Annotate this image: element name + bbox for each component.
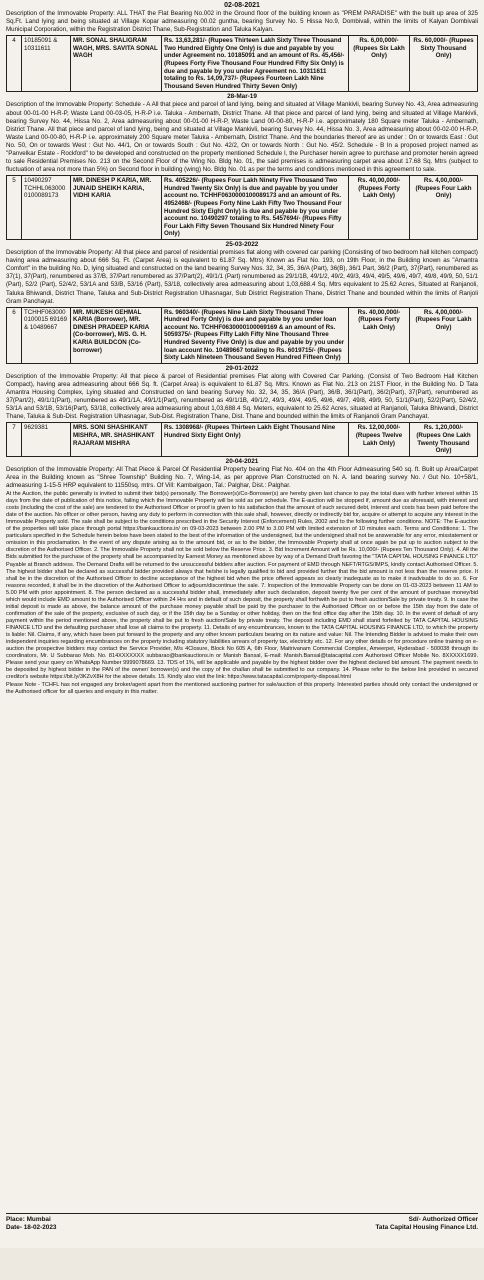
borrower-names: MRS. SONI SHASHIKANT MISHRA, MR. SHASHIKANT RAJARAM MISHRA: [71, 423, 162, 456]
reserve-price: Rs. 12,00,000/- (Rupees Twelve Lakh Only): [349, 423, 410, 456]
row-number: 6: [7, 307, 22, 363]
signatory-title: Sd/- Authorized Officer: [408, 1216, 478, 1223]
signatory-company: Tata Capital Housing Finance Ltd.: [375, 1224, 478, 1231]
row-number: 4: [7, 36, 22, 92]
account-table-row-4: [6, 35, 478, 92]
place-label: Place: Mumbai: [6, 1216, 51, 1223]
earnest-money: Rs. 4,00,000/- (Rupees Four Lakh Only): [410, 307, 478, 363]
signatory-block: [376, 1216, 479, 1232]
reserve-price: Rs. 6,00,000/- (Rupees Six Lakh Only): [349, 36, 410, 92]
reserve-price: Rs. 40,00,000/- (Rupees Forty Lakh Only): [349, 176, 410, 240]
date-label: Date- 18-02-2023: [6, 1224, 57, 1231]
reserve-price: Rs. 40,00,000/- (Rupees Forty Lakh Only): [349, 307, 410, 363]
place-date-block: [6, 1216, 56, 1232]
row-number: 7: [7, 423, 22, 456]
property-description-4: Description of the Immovable Property: All that piece & parcel of Residential premises Flat along with Covered Car Parking. (Consist of Two Bedroom Hall Kitchen Compact), having area admeasuring about 666 Sq. ft. (Carpet Area) is equivalent to 61.87 Sq. Mtrs. Known as Flat No. 213 on 21ST Floor, in the Building No. D Tata Amantra Housing Complex, Lying situated and Constructed on land bearing Survey No. 32, 34, 35, 36/A (Part), 36/B, 36/1(Part), 36/2(Part), 37(Part), renumbered as 37(Part/2), 49/1/1(Part), renumbered as 49/1/1A, 49/1/1(Part), renumbered as 49/1/1B, 49/1/2, 49/3, 49/4, 49/5, 49/6, 49/7, 49/8, 49/9, 50, 51/1(Part), 52/2(Part), 52/4/2, 53/1A and 53/1B, 53/16(Part), 53/18, collectively area admeasuring about 1,03,688.4 Sq. Meters, equivalent to 25.62 Acres, situated at Ranjanoli, Taluka Bhiwandi, District Thane, Taluka & Sub-Dist. Registration Ulhasnagar, Sub-Dist. Registration Thane, Dist. Thane and bounded within the limits of Ranjanoli Gram Panchayat.: [6, 372, 478, 421]
auction-terms: At the Auction, the public generally is invited to submit their bid(s) personally. The Borrower(s)/Co-Borrower(s) are hereby given last chance to pay the total dues with further interest within 15 days from the date of publication of this notice, failing which the Immovable Property will be sold as per schedule. The E-auction will be stopped if, amount due as aforesaid, with interest and costs (including the cost of the sale) are tendered to the Authorised Officer or proof is given to his satisfaction that the amount of such secured debt, interest and costs has been paid before the date of the auction. No officer or other person, having any duty to perform in connection with this sale shall, however, directly or indirectly bid for, acquire or attempt to acquire any interest in the Immovable Property sold. The sale shall be subject to the conditions prescribed in the Security Interest (Enforcement) Rules, 2002 and to the following further conditions. NOTE: The E-auction of the properties will take place through portal https://bankauctions.in/ on 09-03-2023 between 2.00 PM to 3.00 PM with limited extension of 10 minutes each. Terms and Conditions: 1. The particulars specified in the Schedule herein below have been stated to the best of the information of the undersigned, but the undersigned shall not be answerable for any error, misstatement or omission in this proclamation. In the event of any dispute arising as to the amount bid, or as to the bidder, the Immovable Property shall at once again be put up to auction subject to the discretion of the Authorised Officer. 2. The Immovable Property shall not be sold below the Reserve Price. 3. Bid Increment Amount will be Rs. 10,000/- (Rupees Ten Thousand Only). 4. All the Bids submitted for the purchase of the property shall be accompanied by Earnest Money as mentioned above by way of a Demand Draft favoring the "TATA CAPITAL HOUSING FINANCE LTD" Payable at Branch address. The Demand Drafts will be returned to the unsuccessful bidders after auction. For payment of EMD through NEFT/RTGS/IMPS, kindly contact Authorised Officer. 5. The highest bidder shall be declared as successful bidder provided always that he/she is legally qualified to bid and provided further that the bid amount is not less than the reserve price. It shall be in the discretion of the Authorised Officer to decline acceptance of the highest bid when the price offered appears so clearly inadequate as to make it inadvisable to do so. 6. For reasons recorded, it shall be in the discretion of the Authorised Officer to adjourn/discontinue the sale. 7. Inspection of the Immovable Property can be done on 01-03-2023 between 11 AM to 5.00 PM with prior appointment. 8. The person declared as a successful bidder shall, immediately after such declaration, deposit twenty five per cent of the amount of purchase money/bid which would include EMD amount to the Authorised Officer within 24 Hrs and in default of such deposit, the property shall forthwith be put to fresh auction/Sale by private treaty. 9. In case the initial deposit is made as above, the balance amount of the purchase money payable shall be paid by the purchaser to the Authorised Officer on or before the 15th day from the date of confirmation of the sale of the property, exclusive of such day, or if the 15th day be a Sunday or other holiday, then on the first office day after the 15th day. 10. In the event of default of any payment within the period mentioned above, the property shall be put to fresh auction/Sale by private treaty. The deposit including EMD shall stand forfeited by TATA CAPITAL HOUSING FINANCE LTD and the defaulting purchaser shall lose all claims to the property. 11. Details of any encumbrances, known to the TATA CAPITAL HOUSING FINANCE LTD, to which the property is liable: Nil. Claims, if any, which have been put forward to the property and any other known particulars bearing on its nature and value: Nil. The Intending Bidder is advised to make their own independent inquiries regarding encumbrances on the property including statutory liabilities arrears of property tax, electricity etc. 12. For any other details or for procedure online training on e-auction the prospective bidders may contact the Service Provider, M/s 4Closure, Block No 605 A, 6th Floor, Maitrivanam Commercial Complex, Ameerpet, Hyderabad - 500038 through its coordinators, Mr. U Subbarao Mob. No. 814XXXXXXX subbarao@bankauctions.in or Manish Bansal, E-mail: Manish.Bansal@tatacapital.com Authorised Officer Mobile No. 8XXXXX1699. Please send your query on WhatsApp Number 9999078669. 13. TDS of 1%, will be applicable and payable by the highest bidder over the highest declared bid amount. The payment needs to be deposited by highest bidder in the PAN of the owner/ borrower(s) and the copy of the challan shall be submitted to our company. 14. Please refer to the below link provided in secured creditor's website https://bit.ly/3KZvX8H for the above details. 15. Kindly also visit the link: https://www.tatacapital.com/property-disposal.html: [6, 491, 478, 681]
demand-amount: Rs. 960340/- (Rupees Nine Lakh Sixty Thousand Three Hundred Forty Only) is due and payable by you under loan account No. TCHHF0630000100069169 & an amount of Rs. 5059375/- (Rupees Fifty Lakh Fifty Nine Thousand Three Hundred Seventy Five Only) is due and payable by you under loan account No. 10489667 totaling to Rs. 6019715/- (Rupees Sixty Lakh Nineteen Thousand Seven Hundred Fifteen Only): [162, 307, 349, 363]
top-date: 02-08-2021: [224, 2, 260, 9]
earnest-money: Rs. 1,20,000/- (Rupees One Lakh Twenty Thousand Only): [410, 423, 478, 456]
loan-account-number: 10490297 TCHHL0630000100089173: [22, 176, 71, 240]
account-table-row-6: [6, 307, 478, 364]
loan-account-number: 10185091 & 10311611: [22, 36, 71, 92]
property-description-2: Description of the Immovable Property: Schedule - A All that piece and parcel of land lying, being and situated at Village Mankivli, bearing Survey No. 43, Area admeasuring about 00-01-00 H-R-P, Waste Land 00-03-05, H-R-P i.e. Taluka - Ambernath, District Thane. All that piece and parcel of land lying, being and situated at Village Mankivli, bearing Survey No. 44, Hissa No. 2, Area admeasuring about 00-01-00 H-R-P, Waste Land 00-00-80, H-R-P i.e. approximately 180 Square meter Taluka - Ambernath, District Thane. All that piece and parcel of land lying, being and situated at Village Mankivli, bearing Survey No. 44, Hissa No. 3, Area admeasuring about 00-02-00 H-R-P, Waste Land 00-00-80, H-R-P i.e. approximately 200 Square meter Taluka - Ambernath, District Thane. And the boundaries thereof are as under : On or towards East : Gut No. 50, On or towards West : Gut No. 44/1, On or towards South : Gut No. 42/2, On or towards North : Gut No. 45/2. Schedule - B In a proposed project named as "Panvelkar Estate - Rockford" to be developed and constructed on the property mentioned Schedule I, the Purchaser herein agree to purchase and promoter herein agreed to sale Residential Premises No. 213 on the Second Floor of the Wing No. Bldg No. 01, the said premises is admeasuring carpet area about 17.68 Sq. Mtrs (subject to fluctuation of area not more than 5%) on Second floor in building (wing) No. Bldg No. 01 as per the terms and conditions mentioned in this agreement to sale.: [6, 101, 478, 174]
table-row: [7, 423, 478, 456]
account-table-row-7: [6, 422, 478, 456]
property-description-5: Description of the Immovable Property: All That Piece & Parcel Of Residential Property bearing Flat No. 404 on the 4th Floor Admeasuring 540 sq. ft. Built up Area/Carpet Area in the Building known as "Shree Township" Building No. 7, Wing-14, as per approve Plan Constructed on N. A. land bearing survey No. / Gut No. 10+58/1, admeasuring 1-15-5 HRP equivalent to 11550sq. mtrs. Of Vill: Kambalgaon, Tal.: Palghar, Dist.: Palghar.: [6, 465, 478, 489]
earnest-money: Rs. 60,000/- (Rupees Sixty Thousand Only): [410, 36, 478, 92]
demand-notice-date: 28-Mar-19: [227, 93, 257, 101]
please-note: Please Note - TCHFL has not engaged any broker/agent apart from the mentioned auctioning partner for sale/auction of this property. Interested parties should only contact the undersigned or the Authorised officer for all queries and enquiry in this matter.: [6, 682, 478, 696]
demand-amount: Rs. 1308968/- (Rupees Thirteen Lakh Eight Thousand Nine Hundred Sixty Eight Only): [162, 423, 349, 456]
earnest-money: Rs. 4,00,000/- (Rupees Four Lakh Only): [410, 176, 478, 240]
demand-notice-date: 25-03-2022: [225, 241, 259, 249]
borrower-names: MR. MUKESH GEHMAL KARIA (Borrower), MR. DINESH PRADEEP KARIA (Co-borrower), M/S. G. H. KARIA BUILDCON (Co-borrower): [71, 307, 162, 363]
property-description-1: Description of the Immovable Property: ALL THAT the Flat Bearing No.002 in the Ground floor of the building known as "PREM PARADISE" with the built up area of 325 Sq.Ft. Land lying and being situated at Village Kopar admeasuring 00.02 guntha, bearing Survey No. 5 Hissa No.9, Dombivali, within the limits of Kalyan Dombivali Municipal Corporation, within the Registration District Thane, Sub-Registration and Taluka Kalyan.: [6, 10, 478, 34]
loan-account-number: 9629381: [22, 423, 71, 456]
account-table-row-5: [6, 175, 478, 240]
page-bottom-margin: [0, 1248, 484, 1280]
borrower-names: MR. DINESH P KARIA, MR. JUNAID SHEIKH KARIA, VIDHI KARIA: [71, 176, 162, 240]
demand-amount: Rs. 13,63,281/- (Rupees Thirteen Lakh Sixty Three Thousand Two Hundred Eighty One Only) is due and payable by you under Agreement no. 10185091 and an amount of Rs. 45,456/- (Rupees Forty Five Thousand Four Hundred Fifty Six Only) is due and payable by you under Agreement no. 10311611 totaling to Rs. 14,09,737/- (Rupees Fourteen Lakh Nine Thousand Seven Hundred Thirty Seven Only): [162, 36, 349, 92]
property-description-3: Description of the Immovable Property: All that piece and parcel of residential premises flat along with covered car parking (Consisting of two bedroom hall kitchen compact) having area admeasuring about 666 Sq. Ft. (Carpet Area) is equivalent to 61.87 Sq. Mtrs) Known as Flat No. 193, on 19th Floor, in the Building known as "Amantra Comfort" in the building No. D, lying situated and constructed on the land bearing Survey Nos. 32, 34, 35, 36/A (Part), 36(B), 36/1 Part, 36/2 (Part), 37(Part), renumbered as 37(1), 37(Part), renumbered as 37/B, 37/Part renumbered as 37/Part(2), 49/1/1 (Part) renumbered as 29/1/1B, 49/1/2, 49/2, 49/3, 49/4, 49/5, 49/6, 49/7, 49/8, 49/9, 50, 51/1 (Part), 52/2 (Part), 52/4/2, 53/1A and 53/B, 53/16 (Part), 53/18, collectively area admeasuring about 1,03,688.4 Sq. Mtrs equivalent to 25.62 Acres, Situated at Ranjanoli, Taluka Bhiwandi, District Thane, Taluka and Sub-District Registration Ulhasnagar, Sub District Registration Thane, District Thane and bounded within the limits of Ranjoli Gram Panchayat.: [6, 249, 478, 305]
row-number: 5: [7, 176, 22, 240]
notice-footer: [6, 1213, 478, 1248]
demand-notice-date: 20-04-2021: [225, 457, 259, 465]
borrower-names: MR. SONAL SHALIGRAM WAGH, MRS. SAVITA SONAL WAGH: [71, 36, 162, 92]
table-row: [7, 176, 478, 240]
table-row: [7, 36, 478, 92]
demand-amount: Rs. 405226/- (Rupees Four Lakh Ninety Five Thousand Two Hundred Twenty Six Only) is due and payable by you under account no. TCHHF0630000100089173 and an amount of Rs. 4952468/- (Rupees Forty Nine Lakh Fifty Two Thousand Four Hundred Sixty Eight Only) is due and payable by you under account no. 10490297 totaling to Rs. 5457694/- (Rupees Fifty Four Lakh Fifty Seven Thousand Six Hundred Ninety Four Only): [162, 176, 349, 240]
loan-account-number: TCHHF0630000100015 69169 & 10489667: [22, 307, 71, 363]
demand-notice-date: 29-01-2022: [225, 364, 259, 372]
table-row: [7, 307, 478, 363]
